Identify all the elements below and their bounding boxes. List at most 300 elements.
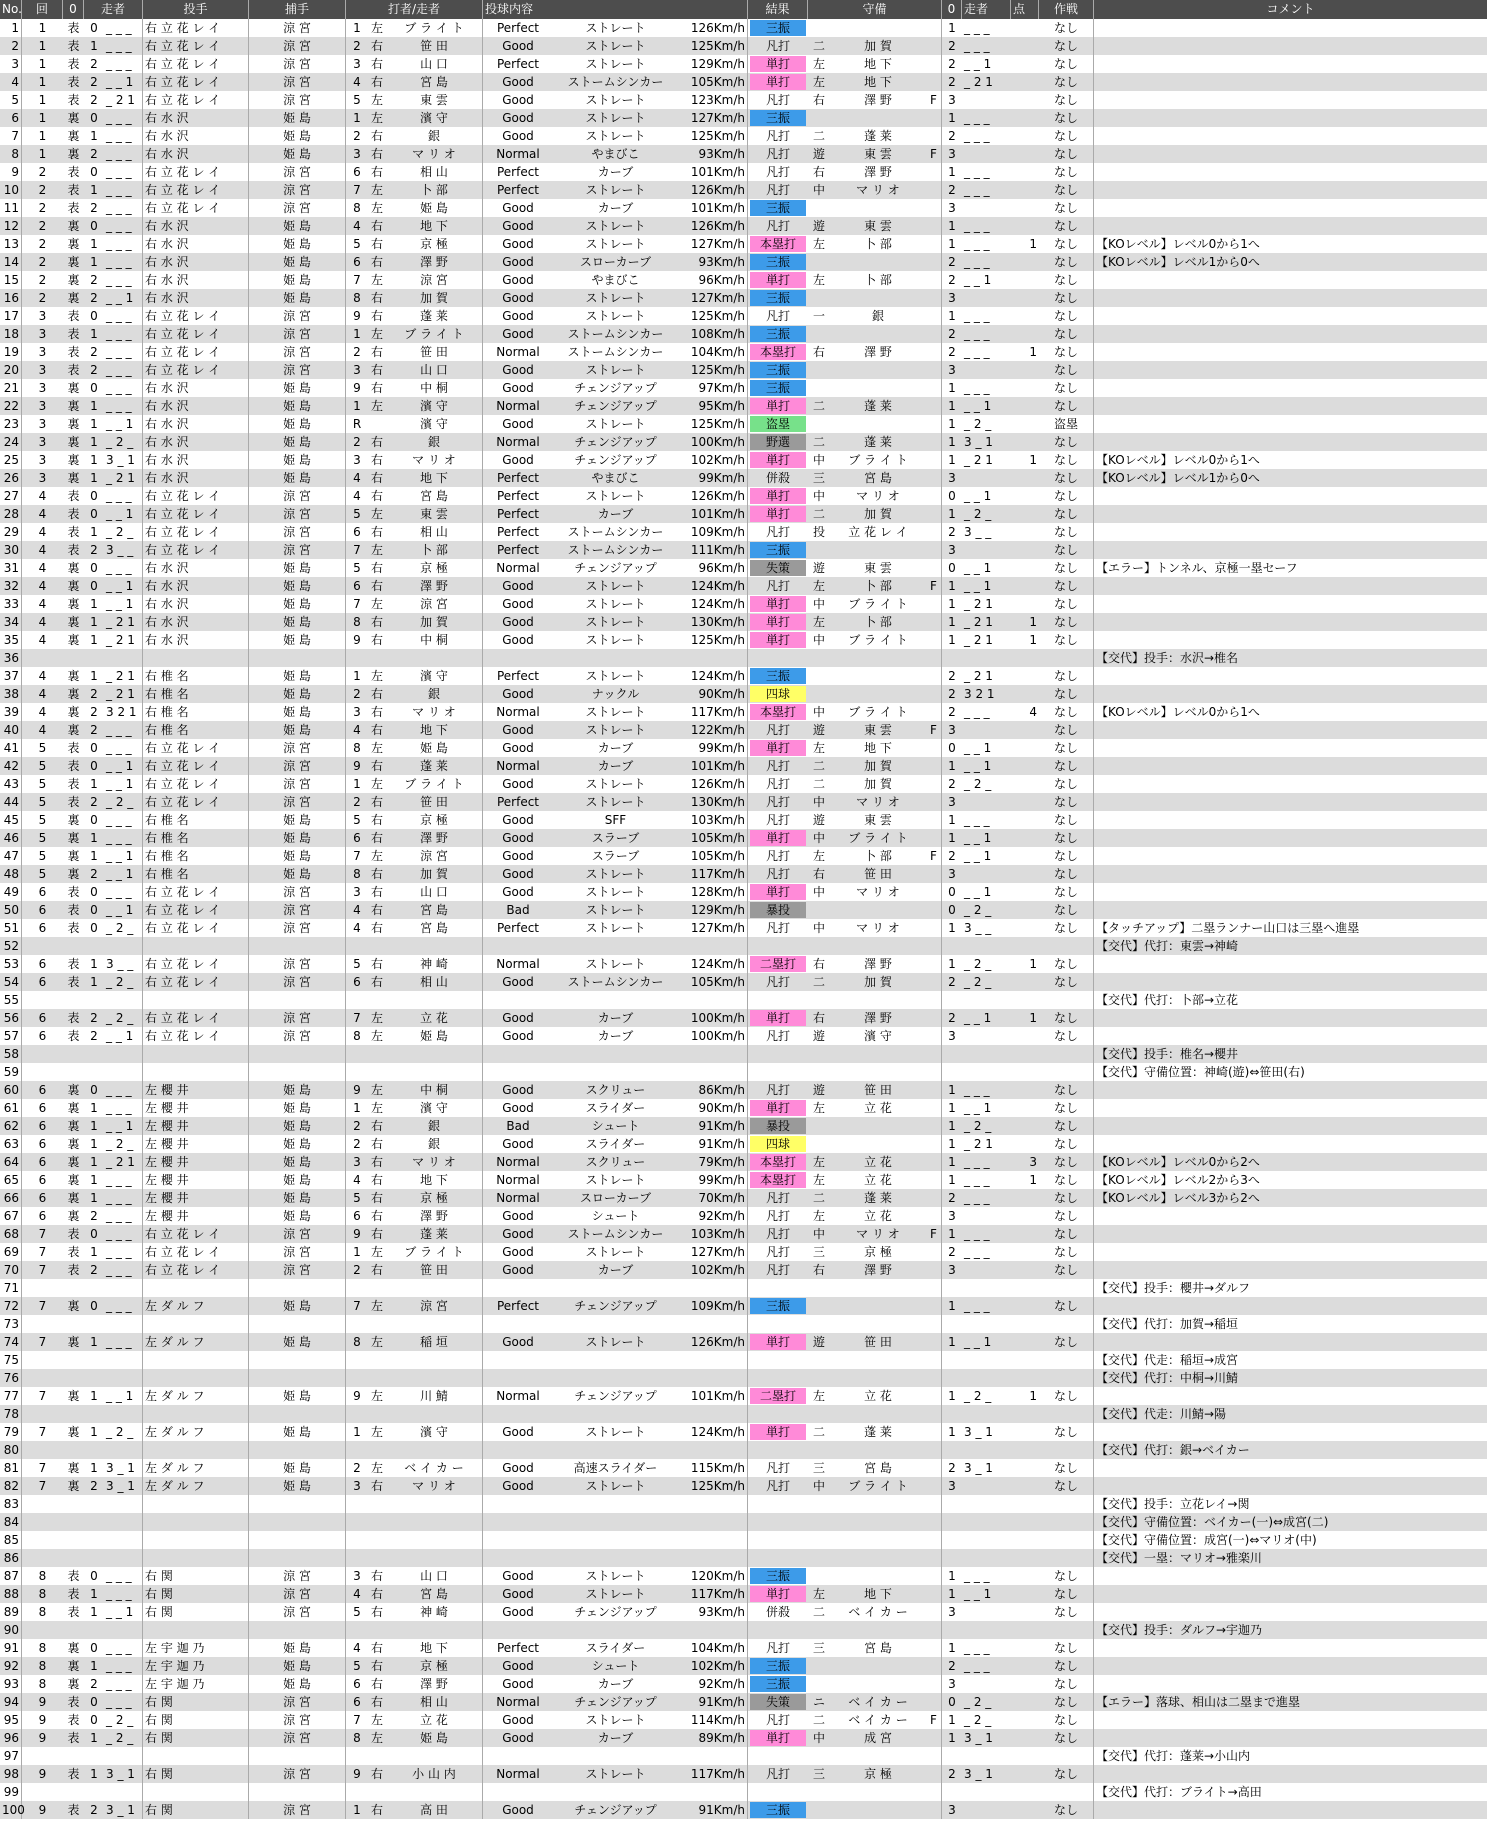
cell-points [1011,829,1039,847]
table-row[interactable] [0,757,1487,775]
cell-foul [926,1765,942,1783]
table-row[interactable] [0,1675,1487,1693]
cell-position: 中 [812,885,825,899]
header-no[interactable]: No. [0,0,22,19]
cell-no: 78 [0,1405,22,1423]
cell-pitch-type: ストレート [585,885,646,899]
cell-pitcher [143,1405,249,1423]
cell-batter: 地 下 [386,469,483,487]
cell-foul [926,1207,942,1225]
table-row[interactable] [0,1189,1487,1207]
cell-speed: 127Km/h [678,289,748,307]
cell-fielder: 地 下 [864,57,892,71]
cell-foul [926,451,942,469]
cell-out: 1 [90,1155,98,1169]
cell-no: 79 [0,1423,22,1441]
cell-points: 1 [1029,453,1037,467]
cell-comment [1094,1099,1487,1117]
cell-out: 2 [90,687,98,701]
cell-out: 2 [90,291,98,305]
cell-fielder [830,1495,926,1513]
cell-speed: 102Km/h [678,1261,748,1279]
table-row[interactable] [0,163,1487,181]
header-pitcher[interactable]: 投手 [143,0,249,19]
cell-tactic: なし [1039,55,1094,73]
cell-runners: _ _ _ [104,1243,143,1261]
cell-inning: 8 [38,1641,47,1655]
table-row[interactable] [0,1441,1487,1459]
table-row[interactable] [0,1009,1487,1027]
cell-tactic: なし [1039,541,1094,559]
cell-speed: 101Km/h [678,757,748,775]
table-row[interactable] [0,1549,1487,1567]
header-catcher[interactable]: 捕手 [249,0,346,19]
cell-inning: 2 [38,165,47,179]
table-row[interactable] [0,145,1487,163]
table-row[interactable] [0,541,1487,559]
table-row[interactable] [0,901,1487,919]
cell-quality: Good [502,111,534,125]
cell-inning [22,1279,63,1297]
cell-hand: 右 [370,1263,383,1277]
table-row[interactable] [0,1657,1487,1675]
table-row[interactable] [0,379,1487,397]
cell-points: 1 [1029,237,1037,251]
cell-order: 6 [353,165,361,179]
cell-inning [22,1045,63,1063]
cell-batter [386,1621,483,1639]
table-row[interactable] [0,1801,1487,1819]
table-row[interactable] [0,1585,1487,1603]
table-row[interactable] [0,1783,1487,1801]
table-row[interactable] [0,577,1487,595]
cell-hand: 左 [370,111,383,125]
table-row[interactable] [0,235,1487,253]
cell-pitcher: 右 立 花 レ イ [143,523,249,541]
cell-runners: _ 2 1 [104,685,143,703]
table-row[interactable] [0,613,1487,631]
cell-half: 表 [67,183,80,197]
table-row[interactable] [0,649,1487,667]
cell-runners-after: _ _ _ [964,705,990,719]
cell-half: 裏 [67,597,80,611]
cell-half: 表 [67,1011,80,1025]
cell-points [1011,1567,1039,1585]
cell-fielder: 東 雲 [864,723,892,737]
cell-points [1011,1279,1039,1297]
header-tactic[interactable]: 作戦 [1039,0,1094,19]
cell-position [808,325,830,343]
cell-foul [926,433,942,451]
cell-out-after: 3 [948,471,956,485]
cell-tactic: なし [1039,1333,1094,1351]
cell-inning: 3 [38,453,47,467]
cell-order [346,1405,368,1423]
table-row[interactable] [0,1693,1487,1711]
table-row[interactable] [0,1117,1487,1135]
cell-order [346,1621,368,1639]
cell-fielder: 澤 野 [864,93,892,107]
table-row[interactable] [0,847,1487,865]
table-row[interactable] [0,1495,1487,1513]
table-row[interactable] [0,1045,1487,1063]
cell-no: 13 [0,235,22,253]
table-row[interactable] [0,1243,1487,1261]
table-row[interactable] [0,739,1487,757]
cell-points [1011,1441,1039,1459]
cell-pitch-type: ストレート [585,21,646,35]
table-row[interactable] [0,595,1487,613]
cell-out-after [942,1747,962,1765]
cell-points [1011,1747,1039,1765]
cell-out: 2 [90,1263,98,1277]
cell-comment [1094,289,1487,307]
cell-no: 97 [0,1747,22,1765]
cell-runners-after [962,1351,1011,1369]
cell-half [63,1315,84,1333]
cell-runners [104,1045,143,1063]
cell-runners-after: _ _ _ [964,183,990,197]
header-points[interactable]: 点 [1011,0,1039,19]
cell-out: 0 [90,111,98,125]
cell-batter [386,1045,483,1063]
cell-order: 1 [353,669,361,683]
cell-inning [22,1405,63,1423]
cell-pitcher [143,1513,249,1531]
cell-inning: 1 [38,93,47,107]
table-row[interactable] [0,721,1487,739]
cell-comment [1094,1585,1487,1603]
cell-fielder [830,253,926,271]
cell-fielder [830,1531,926,1549]
cell-order [346,1747,368,1765]
table-row[interactable] [0,127,1487,145]
cell-tactic: なし [1039,631,1094,649]
table-row[interactable] [0,1513,1487,1531]
cell-inning [22,1351,63,1369]
table-row[interactable] [0,37,1487,55]
cell-points [1011,91,1039,109]
table-row[interactable] [0,1225,1487,1243]
cell-out: 1 [90,1587,98,1601]
cell-pitch-type: スクリュー [585,1083,646,1097]
table-row[interactable] [0,991,1487,1009]
cell-position [808,1657,830,1675]
table-row[interactable] [0,1333,1487,1351]
table-row[interactable] [0,1747,1487,1765]
cell-result: 本塁打 [750,344,806,360]
table-row[interactable] [0,1603,1487,1621]
table-row[interactable] [0,505,1487,523]
table-row[interactable] [0,829,1487,847]
table-row[interactable] [0,1135,1487,1153]
header-runners[interactable]: 走者 [84,0,143,19]
cell-inning: 4 [38,687,47,701]
cell-catcher: 涼 宮 [249,487,346,505]
table-row[interactable] [0,199,1487,217]
cell-comment [1094,181,1487,199]
table-row[interactable] [0,1765,1487,1783]
cell-batter: 涼 宮 [386,847,483,865]
table-row[interactable] [0,1081,1487,1099]
table-row[interactable] [0,91,1487,109]
header-row [0,0,1487,19]
cell-hand: 右 [370,885,383,899]
cell-runners-after: _ _ _ [964,345,990,359]
cell-half: 表 [67,975,80,989]
table-row[interactable] [0,1099,1487,1117]
table-row[interactable] [0,559,1487,577]
header-result[interactable]: 結果 [748,0,808,19]
cell-inning [22,1531,63,1549]
cell-foul [926,1243,942,1261]
cell-pitcher [143,649,249,667]
cell-runners-after: _ 2 1 [964,597,993,611]
cell-catcher: 涼 宮 [249,1711,346,1729]
cell-fielder [830,901,926,919]
cell-half [63,1747,84,1765]
table-row[interactable] [0,289,1487,307]
cell-catcher: 涼 宮 [249,1729,346,1747]
cell-tactic: なし [1039,793,1094,811]
cell-out-after: 1 [948,813,956,827]
cell-comment [1094,1081,1487,1099]
cell-runners: _ _ 1 [104,415,143,433]
cell-pitcher: 右 関 [143,1567,249,1585]
cell-catcher: 姫 島 [249,613,346,631]
table-row[interactable] [0,181,1487,199]
table-row[interactable] [0,1207,1487,1225]
cell-comment [1094,397,1487,415]
cell-foul [926,109,942,127]
table-row[interactable] [0,793,1487,811]
cell-inning: 8 [38,1569,47,1583]
table-row[interactable] [0,1711,1487,1729]
cell-hand [368,1531,386,1549]
table-row[interactable] [0,307,1487,325]
cell-pitcher: 右 椎 名 [143,685,249,703]
cell-batter: 蓬 莱 [386,307,483,325]
table-row[interactable] [0,1423,1487,1441]
table-row[interactable] [0,973,1487,991]
cell-batter: 山 口 [386,883,483,901]
cell-runners [104,1549,143,1567]
cell-batter [386,1783,483,1801]
cell-out-after: 0 [948,903,956,917]
cell-runners: _ _ _ [104,307,143,325]
table-row[interactable] [0,1729,1487,1747]
cell-fielder: マ リ オ [856,921,900,935]
table-row[interactable] [0,361,1487,379]
table-row[interactable] [0,1621,1487,1639]
cell-batter [386,1747,483,1765]
cell-speed [678,649,748,667]
cell-pitch-type [553,1747,678,1765]
header-runners-after[interactable]: 走者 [962,0,1011,19]
cell-runners-after: 3 _ 1 [964,435,993,449]
cell-catcher: 涼 宮 [249,919,346,937]
cell-speed: 105Km/h [678,73,748,91]
cell-result: 単打 [750,1100,806,1116]
table-row[interactable] [0,1567,1487,1585]
cell-result: 三振 [750,326,806,342]
cell-out [84,1621,104,1639]
table-row[interactable] [0,1063,1487,1081]
cell-no: 1 [0,19,22,37]
cell-runners-after [962,1675,1011,1693]
table-row[interactable] [0,1405,1487,1423]
cell-half: 裏 [67,1209,80,1223]
cell-hand: 右 [370,867,383,881]
cell-position: 中 [812,831,825,845]
cell-tactic: なし [1039,703,1094,721]
table-row[interactable] [0,451,1487,469]
cell-pitch-type: ストームシンカー [567,345,664,359]
table-row[interactable] [0,433,1487,451]
header-out[interactable]: 0 [63,0,84,19]
table-row[interactable] [0,1279,1487,1297]
cell-pitcher: 左 ダ ル フ [143,1333,249,1351]
cell-result: 三振 [750,20,806,36]
cell-position: 中 [812,921,825,935]
table-row[interactable] [0,775,1487,793]
table-row[interactable] [0,73,1487,91]
cell-runners: _ _ 1 [104,775,143,793]
table-row[interactable] [0,1387,1487,1405]
table-row[interactable] [0,1639,1487,1657]
cell-quality: Normal [496,399,540,413]
cell-comment: 【KOレベル】レベル3から2へ [1096,1191,1260,1205]
header-inning[interactable]: 回 [22,0,63,19]
table-row[interactable] [0,703,1487,721]
cell-position [808,1117,830,1135]
cell-order: 2 [353,1119,361,1133]
cell-runners-after: _ 2 _ [964,1119,992,1133]
cell-comment [1094,487,1487,505]
cell-points [1011,1495,1039,1513]
cell-catcher: 涼 宮 [249,361,346,379]
table-row[interactable] [0,397,1487,415]
cell-tactic: なし [1039,559,1094,577]
cell-runners: _ _ _ [104,1585,143,1603]
table-row[interactable] [0,1315,1487,1333]
table-row[interactable] [0,469,1487,487]
cell-order [346,649,368,667]
table-row[interactable] [0,253,1487,271]
cell-out-after: 3 [948,1605,956,1619]
table-row[interactable] [0,1297,1487,1315]
cell-runners-after: _ _ _ [964,309,990,323]
table-row[interactable] [0,937,1487,955]
table-row[interactable] [0,1369,1487,1387]
cell-quality: Good [502,453,534,467]
header-out-after[interactable]: 0 [942,0,962,19]
table-row[interactable] [0,343,1487,361]
cell-runners-after: _ _ 1 [964,561,992,575]
table-row[interactable] [0,1153,1487,1171]
table-row[interactable] [0,217,1487,235]
cell-runners: _ _ _ [104,1657,143,1675]
header-defense[interactable]: 守備 [808,0,942,19]
cell-catcher [249,1531,346,1549]
cell-order: 7 [353,597,361,611]
cell-result [750,1496,806,1512]
table-row[interactable] [0,415,1487,433]
table-row[interactable] [0,1261,1487,1279]
table-row[interactable] [0,1531,1487,1549]
table-row[interactable] [0,1477,1487,1495]
cell-no: 41 [0,739,22,757]
cell-out-after [942,1063,962,1081]
cell-points [1011,721,1039,739]
cell-half: 表 [67,1245,80,1259]
cell-out-after: 2 [948,75,956,89]
cell-pitch-type: ストレート [585,1173,646,1187]
table-row[interactable] [0,1459,1487,1477]
table-row[interactable] [0,55,1487,73]
table-row[interactable] [0,19,1487,37]
cell-out-after [942,1621,962,1639]
cell-half: 表 [67,345,80,359]
table-row[interactable] [0,487,1487,505]
cell-quality: Perfect [496,525,540,539]
cell-fielder [830,1549,926,1567]
cell-out-after: 3 [948,201,956,215]
cell-comment: 【交代】代打：加賀→稲垣 [1096,1317,1239,1331]
table-row[interactable] [0,325,1487,343]
table-row[interactable] [0,523,1487,541]
cell-out-after: 1 [948,507,956,521]
table-row[interactable] [0,883,1487,901]
cell-points [1011,325,1039,343]
header-batter[interactable]: 打者/走者 [346,0,483,19]
cell-runners: 3 _ 1 [104,1765,143,1783]
table-row[interactable] [0,271,1487,289]
table-row[interactable] [0,685,1487,703]
table-row[interactable] [0,919,1487,937]
cell-out: 1 [90,237,98,251]
table-row[interactable] [0,109,1487,127]
table-row[interactable] [0,1351,1487,1369]
cell-position: 三 [812,471,825,485]
header-comment[interactable]: コメント [1266,2,1315,16]
cell-order: 2 [353,39,361,53]
table-row[interactable] [0,955,1487,973]
cell-no: 87 [0,1567,22,1585]
cell-comment: 【交代】投手：椎名→櫻井 [1096,1047,1239,1061]
cell-quality [483,1045,553,1063]
table-row[interactable] [0,667,1487,685]
cell-fielder: ベ イ カ ー [848,1713,908,1727]
cell-foul [926,1801,942,1819]
cell-batter: マ リ オ [386,1477,483,1495]
cell-hand: 右 [370,489,383,503]
cell-pitch-type [553,1279,678,1297]
header-pitch[interactable]: 投球内容 [483,0,748,19]
cell-runners: _ _ _ [104,325,143,343]
cell-half: 裏 [67,255,80,269]
cell-points [1011,1135,1039,1153]
table-row[interactable] [0,811,1487,829]
cell-inning: 8 [38,1659,47,1673]
table-row[interactable] [0,1171,1487,1189]
cell-hand: 左 [370,597,383,611]
table-row[interactable] [0,1027,1487,1045]
table-row[interactable] [0,631,1487,649]
cell-foul [926,487,942,505]
cell-speed: 129Km/h [678,55,748,73]
table-row[interactable] [0,865,1487,883]
